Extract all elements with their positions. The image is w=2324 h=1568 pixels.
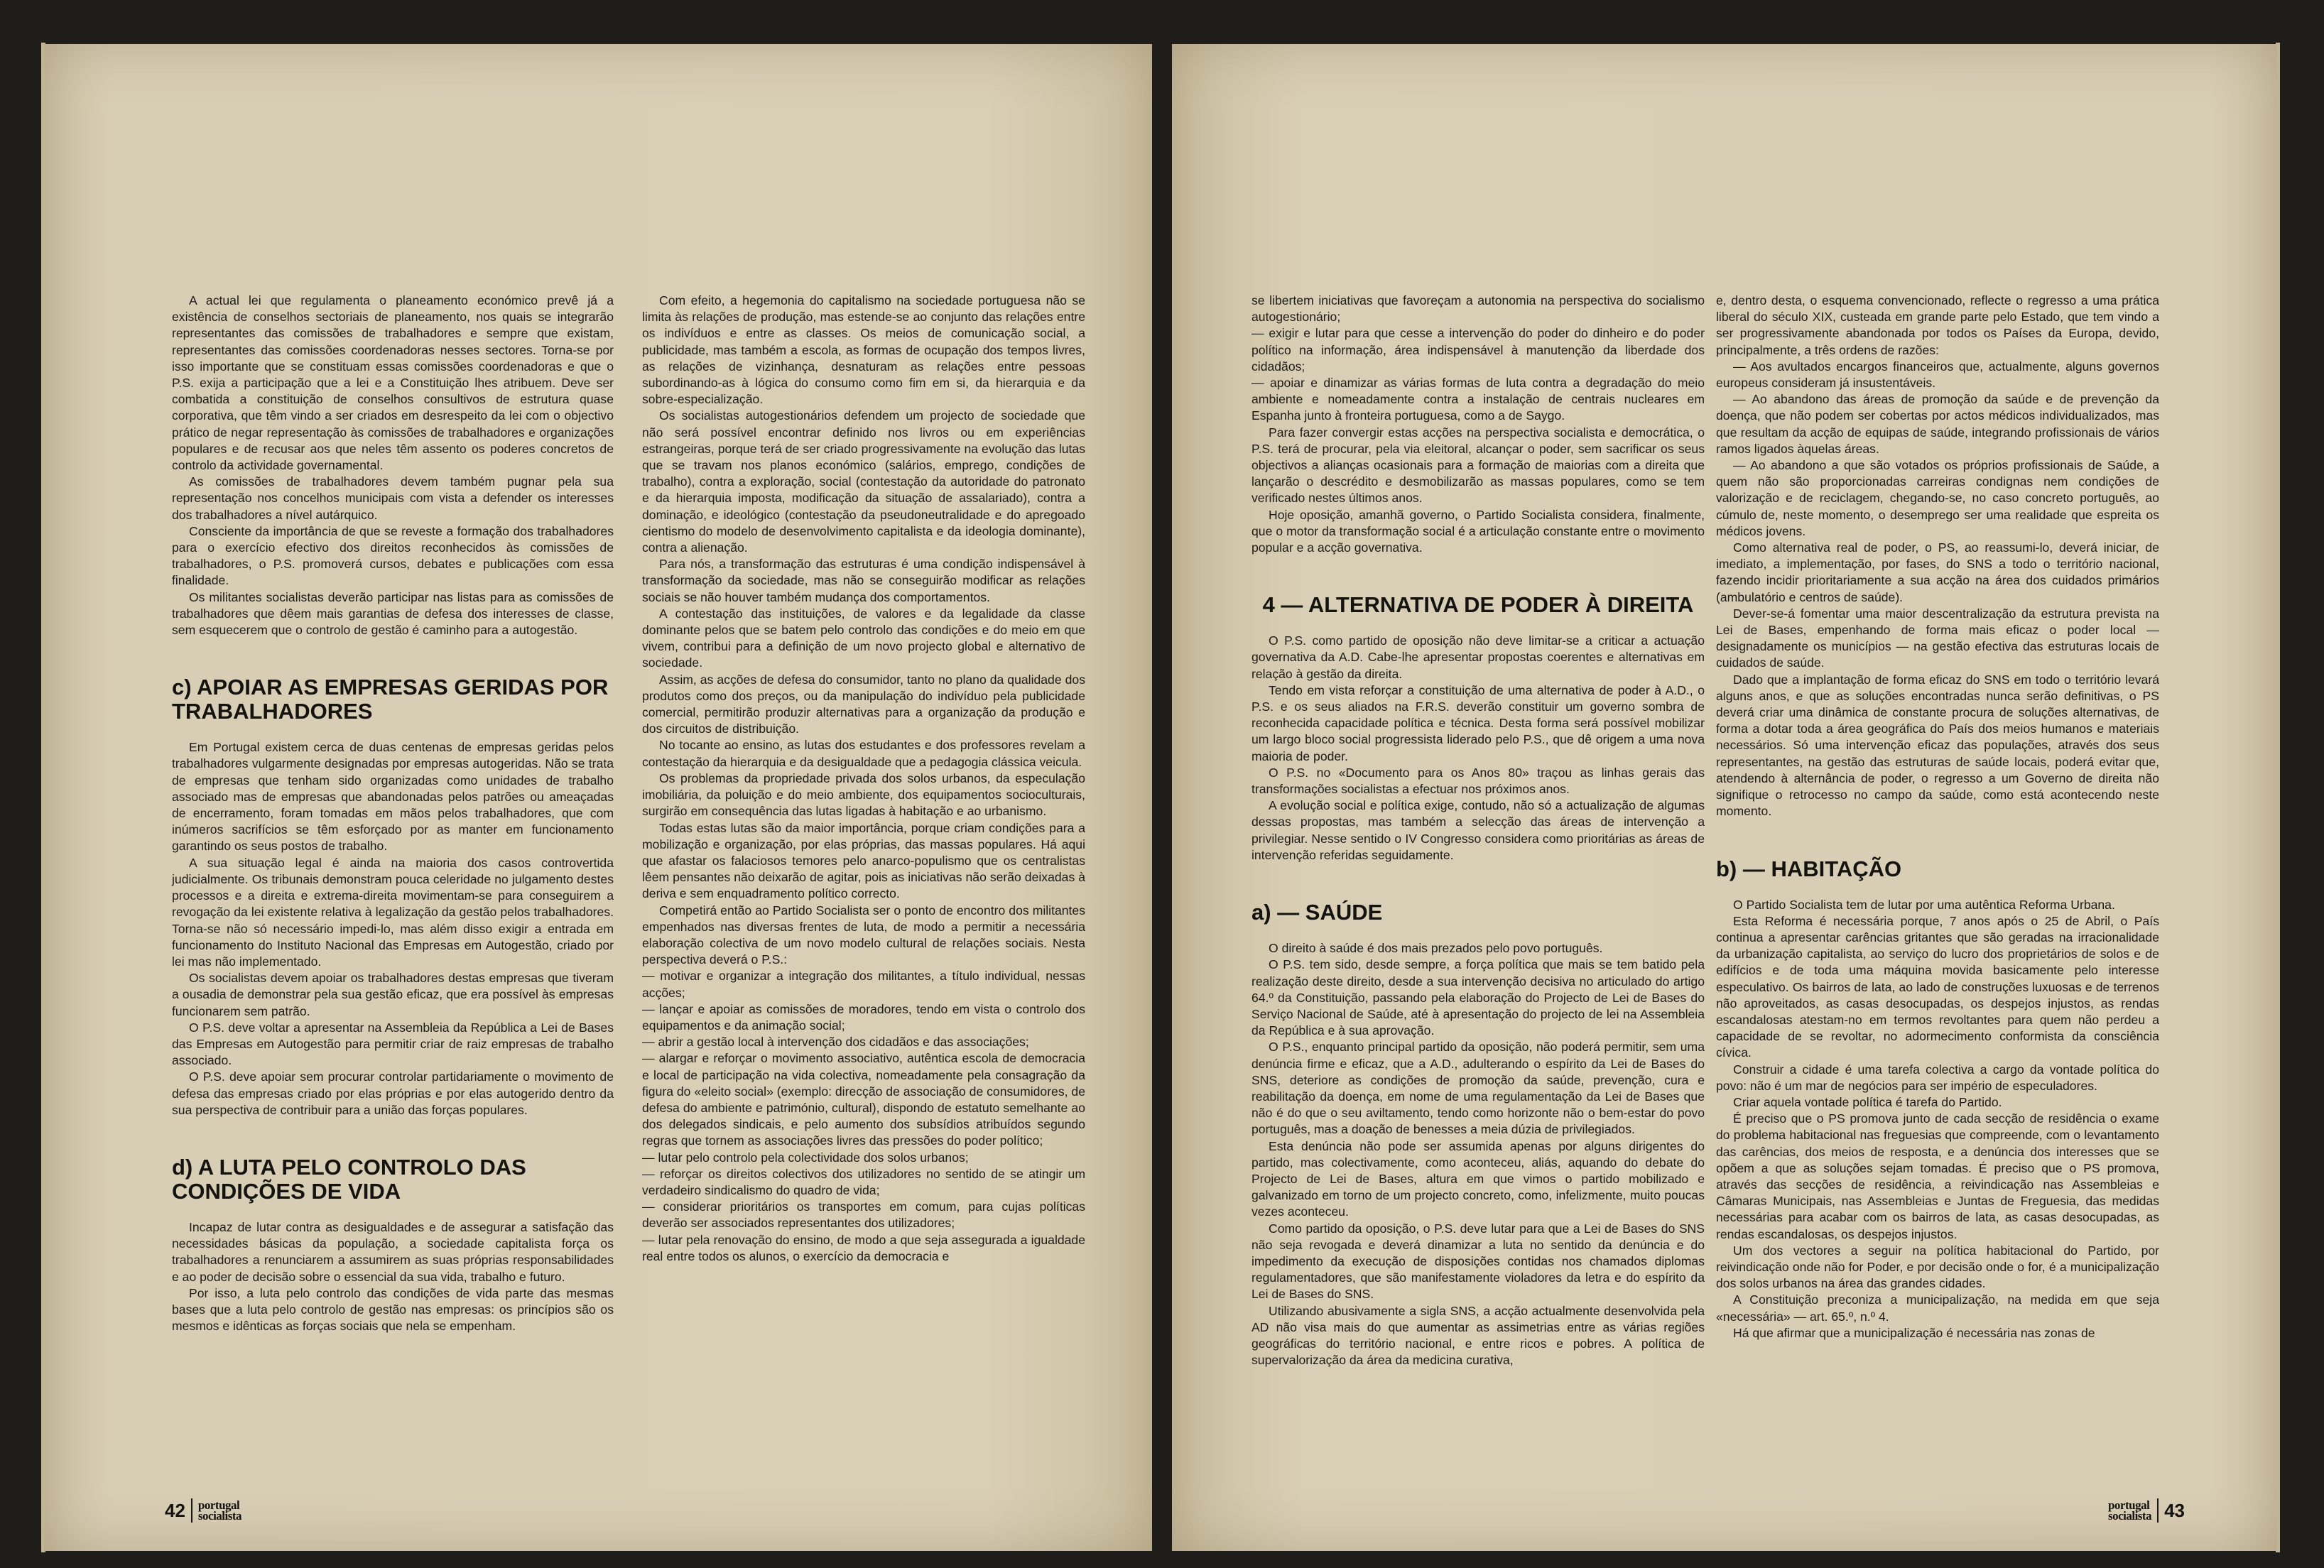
left-column-2 — [642, 293, 1085, 1265]
paragraph: O P.S., enquanto principal partido da oposição, não poderá permitir, sem uma denúncia firme e eficaz, que a A.D., adulterando o espírito da Lei de Bases do SNS, deteriore as condições de promoção da saúde, prevenção, cura e reabilitação da doença, em nome de uma regulamentação da Lei de Bases que não é do que o seu aviltamento, tendo como horizonte não o bem-estar do povo português, mas a doação de benesses a meia dúzia de privilegiados. — [1251, 1040, 1705, 1137]
page-number: 42 — [165, 1499, 185, 1521]
paragraph: A contestação das instituições, de valores e da legalidade da classe dominante pelos que se batem pelo controlo das condições e do meio em que vivem, contribui para a definição de um novo projecto global e alternativo de sociedade. — [642, 606, 1085, 670]
paragraph: O direito à saúde é dos mais prezados pelo povo português. — [1269, 941, 1603, 956]
list-item: e, dentro desta, o esquema convencionado, reflecte o regresso a uma prática liberal do século XIX, custeada em grande parte pelo Estado, que tem vindo a ser progressivamente abandonada por todos os Países da Europa, devido, principalmente, a três ordens de razões: — [1716, 293, 2159, 357]
list-item: — motivar e organizar a integração dos militantes, a título individual, nessas acções; — [642, 969, 1085, 1000]
paragraph: Assim, as acções de defesa do consumidor, tanto no plano da qualidade dos produtos como dos preços, ou da manipulação do indivíduo pela publicidade comercial, permitirão produzir alternativas para a organização da produção e dos circuitos de distribuição. — [642, 672, 1085, 736]
list-item: — lançar e apoiar as comissões de moradores, tendo em vista o controlo dos equipamentos e da animação social; — [642, 1001, 1085, 1033]
list-item: — considerar prioritários os transportes em comum, para cujas políticas deverão ser associados representantes dos utilizadores; — [642, 1199, 1085, 1231]
list-item: — apoiar e dinamizar as várias formas de luta contra a degradação do meio ambiente e nomeadamente contra a instalação de centrais nucleares em Espanha junto à fronteira portuguesa, como a de Saygo. — [1251, 376, 1705, 423]
paragraph: O P.S. como partido de oposição não deve limitar-se a criticar a actuação governativa da A.D. Cabe-lhe apresentar propostas coerentes e alternativas em relação à gestão da direita. — [1251, 633, 1705, 681]
paragraph: O P.S. tem sido, desde sempre, a força política que mais se tem batido pela realização deste direito, desde a sua intervenção decisiva no articulado do artigo 64.º da Constituição, passando pela elaboração do Projecto de Lei de Bases do Serviço Nacional de Saúde, até à apresentação do projecto de lei na Assembleia da República e à sua aprovação. — [1251, 957, 1705, 1038]
right-column-1 — [1251, 293, 1705, 1368]
paragraph: Criar aquela vontade política é tarefa do Partido. — [1733, 1094, 2002, 1109]
paragraph: — Ao abandono a que são votados os próprios profissionais de Saúde, a quem não são proporcionadas carreiras condignas nem condições de valorização e de reciclagem, chegando-se, no caso concreto português, ao cúmulo de, neste momento, o desemprego ser uma realidade que espreita os médicos jovens. — [1716, 458, 2159, 538]
footer-rule — [2157, 1498, 2159, 1523]
paragraph: Esta Reforma é necessária porque, 7 anos após o 25 de Abril, o País continua a apresentar carências gritantes que são geradas na irracionalidade da urbanização capitalista, ao serviço do lucro dos proprietários de solos e de edifícios e de toda uma máquina movida basicamente pelo interesse especulativo. Os bairros de lata, ao lado de construções luxuosas e de terrenos não aproveitados, as casas desocupadas, os despejos injustos, as rendas escandalosas atestam-no em termos revoltantes para quem não perdeu a capacidade de se revoltar, no adormecimento conformista da consciência cívica. — [1716, 913, 2159, 1060]
paragraph: Construir a cidade é uma tarefa colectiva a cargo da vontade política do povo: não é um mar de negócios para ser império de especuladores. — [1716, 1062, 2159, 1093]
paragraph: O P.S. deve apoiar sem procurar controlar partidariamente o movimento de defesa das empresas criado por elas próprias e por elas autogerido dentro da sua perspectiva de contribuir para a união das forças populares. — [172, 1069, 614, 1117]
section-heading: b) — HABITAÇÃO — [1716, 856, 1902, 881]
section-heading: 4 — ALTERNATIVA DE PODER À DIREITA — [1262, 592, 1694, 618]
paragraph: Dever-se-á fomentar uma maior descentralização da estrutura prevista na Lei de Bases, empenhando de forma mais eficaz o poder local — designadamente os municípios — na gestão efectiva das estruturas locais de cuidados de saúde. — [1716, 606, 2159, 670]
publication-logo: portugal socialista — [2107, 1498, 2152, 1523]
paragraph: Esta denúncia não pode ser assumida apenas por alguns dirigentes do partido, mas colectivamente, como aconteceu, aliás, aquando do debate do Projecto de Lei de Bases, altura em que vimos o partido mobilizado e galvanizado em torno de um projecto concreto, como, infelizmente, muito poucas vezes aconteceu. — [1251, 1138, 1705, 1219]
paragraph: Os socialistas autogestionários defendem um projecto de sociedade que não será possível encontrar definido nos livros ou em experiências estrangeiras, porque terá de ser criado progressivamente na evolução das lutas que se travam nos planos económico (salários, emprego, condições de trabalho), contra a exploração, social (contestação da autoridade do patronato e da hierarquia imposta, modificação da situação de assalariado), contra a dominação, e ideológico (contestação da pseudoneutralidade e do apregoado cientismo do modelo de desenvolvimento capitalista e da ideologia dominante), contra a alienação. — [642, 408, 1085, 555]
paragraph: Há que afirmar que a municipalização é necessária nas zonas de — [1733, 1325, 2095, 1340]
footer-rule — [191, 1498, 192, 1523]
paragraph: Para fazer convergir estas acções na perspectiva socialista e democrática, o P.S. terá de procurar, pela via eleitoral, alcançar o poder, sem sacrificar os seus objectivos a alianças ocasionais para a formação de maiorias com a direita que lançarão o descrédito e desmobilizarão as massas populares, como se tem verificado nestes últimos anos. — [1251, 425, 1705, 506]
paragraph: Os militantes socialistas deverão participar nas listas para as comissões de trabalhadores que dêem mais garantias de defesa dos interesses de classe, sem esquecerem que o controlo de gestão é caminho para a autogestão. — [172, 589, 614, 638]
paragraph: — Aos avultados encargos financeiros que, actualmente, alguns governos europeus consideram já insustentáveis. — [1716, 359, 2159, 391]
paragraph: As comissões de trabalhadores devem também pugnar pela sua representação nos concelhos municipais com vista a defender os interesses dos trabalhadores a nível autárquico. — [172, 474, 614, 522]
paragraph: Como partido da oposição, o P.S. deve lutar para que a Lei de Bases do SNS não seja revogada e deverá dinamizar a luta no sentido da denúncia e do impedimento da execução de disposições contidas nos chamados diplomas regulamentadores, que são manifestamente violadores da letra e do espírito da Lei de Bases do SNS. — [1251, 1221, 1705, 1302]
paragraph: O P.S. no «Documento para os Anos 80» traçou as linhas gerais das transformações socialistas a efectuar nos próximos anos. — [1251, 765, 1705, 797]
paragraph: Tendo em vista reforçar a constituição de uma alternativa de poder à A.D., o P.S. e os seus aliados na F.R.S. deverão constituir um governo sombra de reconhecida capacidade política e técnica. Desta forma será possível mobilizar um largo bloco social progressista liderado pelo P.S., que dê origem a uma nova maioria de poder. — [1251, 682, 1705, 763]
paragraph: O P.S. deve voltar a apresentar na Assembleia da República a Lei de Bases das Empresas em Autogestão para permitir criar de raiz empresas de trabalho associado. — [172, 1020, 614, 1068]
list-item: — abrir a gestão local à intervenção dos cidadãos e das associações; — [642, 1035, 1029, 1050]
paragraph: Em Portugal existem cerca de duas centenas de empresas geridas pelos trabalhadores vulgarmente designadas por empresas autogeridas. Não se trata de empresas que tenham sido organizadas como unidades de trabalho associado mas de empresas que abandonadas pelos patrões ou ameaçadas de encerramento, foram tomadas em mãos pelos trabalhadores, que com inúmeros sacrifícios se têm esforçado por as manter em funcionamento garantindo os seus postos de trabalho. — [172, 740, 614, 854]
list-item: — lutar pelo controlo pela colectividade dos solos urbanos; — [642, 1150, 969, 1165]
paragraph: Utilizando abusivamente a sigla SNS, a acção actualmente desenvolvida pela AD não visa mais do que aumentar as assimetrias entre as várias regiões geográficas do território nacional, e entre ricos e pobres. A política de supervalorização da área da medicina curativa, — [1251, 1303, 1705, 1368]
right-column-2 — [1716, 293, 2159, 1341]
page-number: 43 — [2164, 1499, 2185, 1521]
paragraph: Um dos vectores a seguir na política habitacional do Partido, por reivindicação onde não for Poder, e por decisão onde o for, é a municipalização dos solos urbanos na área das grandes cidades. — [1716, 1243, 2159, 1291]
paragraph: Para nós, a transformação das estruturas é uma condição indispensável à transformação da sociedade, mas não se conseguirão modificar as relações sociais se não houver também mudança dos comportamentos. — [642, 557, 1085, 604]
paragraph: É preciso que o PS promova junto de cada secção de residência o exame do problema habitacional nas freguesias que compreende, com o levantamento das carências, dos meios de resposta, e a denúncia dos interesses que se opõem a que as soluções sejam tomadas. É preciso que o PS promova, através das secções de residência, a reivindicação nas Assembleias e Câmaras Municipais, nas Assembleias e Juntas de Freguesia, das medidas necessárias para acabar com os bairros de lata, as casas desocupadas, as rendas escandalosas, os despejos injustos. — [1716, 1111, 2159, 1241]
section-heading: a) — SAÚDE — [1251, 900, 1383, 925]
paragraph: Por isso, a luta pelo controlo das condições de vida parte das mesmas bases que a luta pelo controlo de gestão nas empresas: os princípios são os mesmos e idênticas as forças sociais que nela se empenham. — [172, 1285, 614, 1334]
paragraph: Os socialistas devem apoiar os trabalhadores destas empresas que tiveram a ousadia de demonstrar pela sua gestão eficaz, que era possível às empresas funcionarem sem patrão. — [172, 971, 614, 1018]
list-item: — exigir e lutar para que cesse a intervenção do poder do dinheiro e do poder político na informação, área indispensável à manutenção da liberdade dos cidadãos; — [1251, 326, 1705, 374]
paragraph: Dado que a implantação de forma eficaz do SNS em todo o território levará alguns anos, e que as soluções encontradas nunca serão definitivas, o PS deverá criar uma dinâmica de constante procura de soluções alternativas, de forma a dotar toda a área geográfica do País dos meios humanos e materiais necessários. Só uma intervenção eficaz das populações, através dos seus representantes, na gestão das estruturas de saúde locais, poderá evitar que, atendendo à alternância de poder, o regresso a um Governo de direita não signifique o retrocesso no campo da saúde, como está acontecendo neste momento. — [1716, 672, 2159, 819]
paragraph: — Ao abandono das áreas de promoção da saúde e de prevenção da doença, que não podem ser cobertas por actos médicos individualizados, mas que resultam da acção de equipas de saúde, integrando profissionais de vários ramos ligados àquelas áreas. — [1716, 392, 2159, 456]
paragraph: Incapaz de lutar contra as desigualdades e de assegurar a satisfação das necessidades básicas da população, a sociedade capitalista força os trabalhadores a renunciarem a assumirem as suas próprias responsabilidades e ao poder de decisão sobre o essencial da sua vida, trabalho e futuro. — [172, 1219, 614, 1284]
paragraph: O Partido Socialista tem de lutar por uma autêntica Reforma Urbana. — [1733, 897, 2115, 912]
paragraph: No tocante ao ensino, as lutas dos estudantes e dos professores revelam a contestação da hierarquia e da desigualdade que a pedagogia clássica veicula. — [642, 738, 1085, 769]
left-column-1 — [172, 293, 614, 1334]
paragraph: A sua situação legal é ainda na maioria dos casos controvertida judicialmente. Os tribunais demonstram pouca celeridade no julgamento destes processos e a direita e extrema-direita movimentam-se para conseguirem a revogação da lei existente relativa à legalização da gestão pelos trabalhadores. Torna-se não só necessário impedi-lo, mas além disso exigir a entrada em funcionamento do Instituto Nacional das Empresas em Autogestão, criado por lei mas não implementado. — [172, 855, 614, 969]
list-item: — lutar pela renovação do ensino, de modo a que seja assegurada a igualdade real entre todos os alunos, o exercício da democracia e — [642, 1232, 1085, 1263]
paragraph: Como alternativa real de poder, o PS, ao reassumi-lo, deverá iniciar, de imediato, a implementação, por fases, do SNS a todo o território nacional, fazendo incidir prioritariamente a sua acção na área dos cuidados primários (ambulatório e centros de saúde). — [1716, 540, 2159, 604]
section-heading: d) A LUTA PELO CONTROLO DAS CONDIÇÕES DE VIDA — [172, 1154, 526, 1204]
paragraph: Os problemas da propriedade privada dos solos urbanos, da especulação imobiliária, da poluição e do meio ambiente, dos equipamentos socioculturais, surgirão em consequência das lutas ligadas à habitação e ao urbanismo. — [642, 771, 1085, 819]
right-page — [1172, 44, 2277, 1551]
section-heading: c) APOIAR AS EMPRESAS GERIDAS POR TRABALHADORES — [172, 675, 609, 724]
left-footer — [165, 1498, 241, 1523]
paragraph: A Constituição preconiza a municipalização, na medida em que seja «necessária» — art. 65.º, n.º 4. — [1716, 1292, 2159, 1324]
paragraph: Competirá então ao Partido Socialista ser o ponto de encontro dos militantes empenhados nas diversas frentes de luta, de modo a permitir a necessária elaboração colectiva de um novo modelo cultural de relações sociais. Nesta perspectiva deverá o P.S.: — [642, 903, 1085, 967]
list-item: se libertem iniciativas que favoreçam a autonomia na perspectiva do socialismo autogestionário; — [1251, 293, 1705, 325]
paragraph: A actual lei que regulamenta o planeamento económico prevê já a existência de conselhos sectoriais de planeamento, nos quais se integrarão representantes das comissões de trabalhadores e sempre que existam, representantes das comissões coordenadoras nesses sectores. Torna-se por isso importante que se constituam essas comissões coordenadoras e que o P.S. exija a participação que a lei e a Constituição lhes atribuem. Deve ser combatida a constituição de conselhos consultivos de estrutura quase corporativa, que têm vindo a ser criados em desrespeito da lei com o objectivo prático de negar representação às comissões de trabalhadores e organizações populares e de recusar aos que neles têm assento os poderes concretos de controlo da actividade governamental. — [172, 293, 614, 473]
list-item: — alargar e reforçar o movimento associativo, autêntica escola de democracia e local de participação na vida colectiva, nomeadamente pela consagração da figura do «eleito social» (exemplo: direcção de associação de consumidores, de defesa do ambiente e património, cultural), dispondo de estatuto semelhante ao dos delegados sindicais, e pelo aumento dos subsídios atribuídos segundo regras que tornem as associações livres das pressões do poder político; — [642, 1051, 1085, 1148]
paragraph: A evolução social e política exige, contudo, não só a actualização de algumas dessas propostas, mas também a selecção das áreas de intervenção a privilegiar. Nesse sentido o IV Congresso considera como prioritárias as áreas de intervenção referidas seguidamente. — [1251, 798, 1705, 862]
paragraph: Consciente da importância de que se reveste a formação dos trabalhadores para o exercício efectivo dos direitos reconhecidos às comissões de trabalhadores, o P.S. promoverá cursos, debates e publicações com essa finalidade. — [172, 523, 614, 588]
paragraph: Todas estas lutas são da maior importância, porque criam condições para a mobilização e organização, por elas próprias, das massas populares. Há aqui que afastar os falaciosos temores pelo anarco-populismo que os centralistas lêem pensantes não deixarão de agitar, pois as iniciativas não serão deixadas à deriva e sem enquadramento político correcto. — [642, 820, 1085, 901]
left-page — [44, 44, 1152, 1551]
list-item: — reforçar os direitos colectivos dos utilizadores no sentido de se atingir um verdadeiro sindicalismo do quadro de vida; — [642, 1166, 1085, 1197]
publication-logo: portugal socialista — [197, 1498, 242, 1523]
paragraph: Com efeito, a hegemonia do capitalismo na sociedade portuguesa não se limita às relações de produção, mas estende-se ao conjunto das relações entre os indivíduos e entre as classes. Os meios de comunicação social, a publicidade, mas também a escola, as formas de ocupação dos tempos livres, as relações de vizinhança, desnaturam as relações entre pessoas subordinando-as à lógica do consumo como fim em si, da hierarquia e da sobre-especialização. — [642, 293, 1085, 407]
right-footer — [2108, 1498, 2185, 1523]
paragraph: Hoje oposição, amanhã governo, o Partido Socialista considera, finalmente, que o motor da transformação social é a articulação constante entre o movimento popular e a acção governativa. — [1251, 507, 1705, 555]
